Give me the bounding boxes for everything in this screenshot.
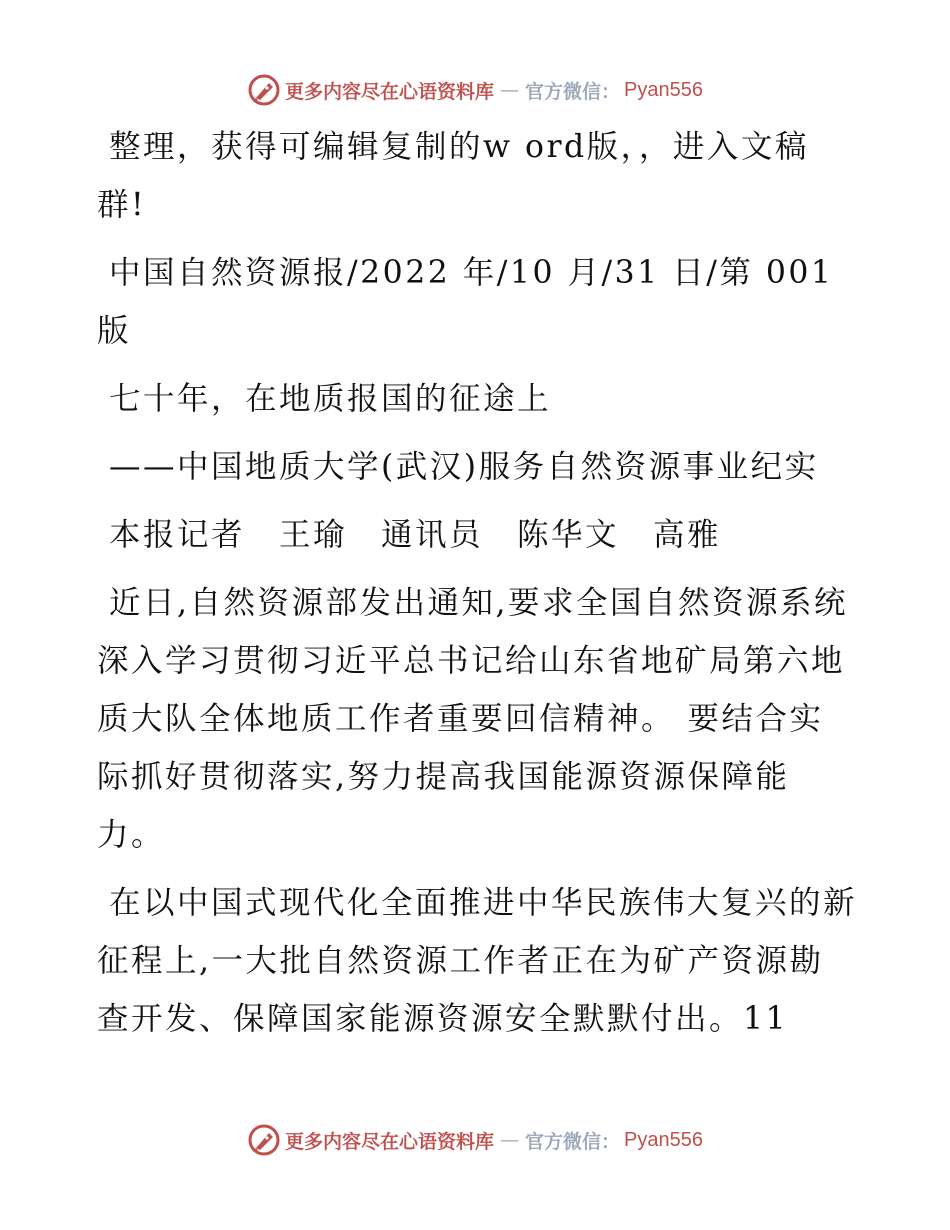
official-wechat-label: 官方微信： <box>525 1130 621 1153</box>
banner-separator: — <box>500 1129 520 1151</box>
wechat-id-text: Pyan556 <box>624 78 703 101</box>
paragraph-body-1: 近日,自然资源部发出通知,要求全国自然资源系统深入学习贯彻习近平总书记给山东省地矿局第六地质大队全体地质工作者重要回信精神。 要结合实际抓好贯彻落实,努力提高我国能源资源保障能力。 <box>97 585 849 853</box>
article-title: 七十年，在地质报国的征途上 <box>109 381 552 417</box>
wechat-id-text: Pyan556 <box>624 1128 703 1151</box>
header-watermark-banner <box>0 70 950 110</box>
paragraph-source: 中国自然资源报/2022 年/10 月/31 日/第 001 版 <box>97 255 834 349</box>
official-wechat-label: 官方微信： <box>525 80 621 103</box>
site-name-text: 更多内容尽在心语资料库 <box>285 80 495 103</box>
site-name-text: 更多内容尽在心语资料库 <box>285 1130 495 1153</box>
article-byline: 本报记者 王瑜 通讯员 陈华文 高雅 <box>109 517 722 553</box>
pen-logo-icon <box>247 73 281 107</box>
document-body <box>97 118 857 1058</box>
paragraph-body-2: 在以中国式现代化全面推进中华民族伟大复兴的新征程上,一大批自然资源工作者正在为矿产资源勘查开发、保障国家能源资源安全默默付出。11 <box>97 885 858 1037</box>
banner-separator: — <box>500 79 520 101</box>
pen-logo-icon <box>247 1123 281 1157</box>
article-subtitle: ——中国地质大学(武汉)服务自然资源事业纪实 <box>109 449 819 485</box>
footer-watermark-banner <box>0 1120 950 1160</box>
paragraph-intro: 整理，获得可编辑复制的w ord版，，进入文稿群! <box>97 129 809 223</box>
